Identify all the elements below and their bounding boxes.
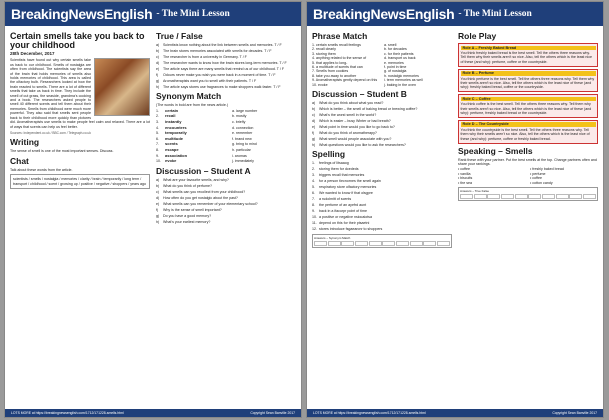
discussion-a-item-text: What's your earliest memory? <box>163 219 211 224</box>
true-false-item-text: The brain stores memories associated with smells for decades. T / F <box>163 49 272 53</box>
synonym-number: 1. <box>156 108 159 113</box>
synonym-number: 5. <box>156 131 159 136</box>
article-body: Scientists have found out why certain smells take us back to our childhood. Smells of nostalgia are often from childhood. The scientists say the area of the brain that holds memories of smells also holds memories of childhood. This area is called the olfactory bulb. Researchers looked at how the brain reacted to smells. There are a lot of different smells that take us back in time. They include the smell of cut grass, the seaside, grandma's cooking and a book. The researchers asked people to smell 40 different scents and tell them about their memories. Smells from childhood were much more powerful. They also said that smells sent people back to their childhood more quickly than pictures did. Aromatherapists use smells to make people feel calm and relaxed. There are a lot of ways that scents can help us feel better. <box>10 58 150 129</box>
role-card-text: You think coffee is the best smell. Tell the others three reasons why. Tell them why their smells aren't so nice. Also, tell the others which is the least nice of these (and why): perfume, freshly baked bread or the countryside. <box>460 102 592 115</box>
discussion-a-item-text: Why is the sense of smell important? <box>163 207 222 212</box>
spelling-item-number: 7. <box>312 197 315 202</box>
discussion-a-item-number: h) <box>156 219 160 224</box>
true-false-item <box>156 49 296 53</box>
discussion-a-item-text: Do you have a good memory? <box>163 213 212 218</box>
discussion-a-item-text: What smells can you recollect from your childhood? <box>163 189 246 194</box>
discussion-a-heading: Discussion – Student A <box>156 165 251 176</box>
article-sources: Sources: Independent.co.uk / BBC.com / Telegraph.co.uk <box>10 130 91 135</box>
true-false-item-number: a) <box>156 43 160 47</box>
phrase-match-right-item: j. baking in the oven <box>384 82 416 87</box>
role-card <box>458 94 598 118</box>
discussion-b-heading: Discussion – Student B <box>312 89 407 100</box>
discussion-a-list <box>156 178 296 224</box>
phrase-match-right-item: d. transport us back <box>384 56 416 61</box>
left-column <box>312 29 452 407</box>
worksheet-page-1 <box>4 1 302 418</box>
phrase-match-left-item: 1. certain smells recall feelings <box>312 43 361 47</box>
discussion-a-item-number: e) <box>156 201 160 206</box>
synonym-word: multitude <box>165 135 183 141</box>
synonym-word: certain <box>165 107 179 113</box>
true-false-item-text: The researcher wants to know how the brain stores long-term memories. T / F <box>163 61 287 65</box>
footer-copyright: Copyright Sean Banville 2017 <box>250 411 295 415</box>
answers-tf-box <box>458 187 598 201</box>
phrase-match-right-item: f. point in time <box>384 65 407 70</box>
spelling-item <box>312 209 452 213</box>
phrase-match-right-item: i. term memories as well <box>384 78 423 83</box>
synonym-word: evoke <box>165 158 177 164</box>
spelling-item <box>312 179 452 183</box>
page-banner <box>307 2 603 26</box>
discussion-a-item-text: What smells can you remember of your elementary school? <box>163 201 258 206</box>
spelling-item <box>312 191 452 195</box>
spelling-item <box>312 221 452 225</box>
true-false-item <box>156 73 296 77</box>
synonym-match: i. aromas <box>232 153 247 158</box>
discussion-b-item-number: e) <box>312 125 316 130</box>
spelling-item-text: We wanted to know if that olsgpre <box>319 191 373 196</box>
answers-grid <box>314 241 450 246</box>
true-false-item <box>156 85 296 89</box>
spelling-item-text: back in a ifacurpr point of time <box>319 209 367 214</box>
synonym-word: temporarily <box>165 130 187 136</box>
synonym-number: 2. <box>156 114 159 119</box>
spelling-item-number: 12. <box>312 227 317 232</box>
synonym-match: a. large number <box>232 108 258 113</box>
worksheet-page-2 <box>306 1 604 418</box>
phrase-match-left-item: 10. evoke <box>312 82 328 87</box>
phrase-match-left-item: 8. take you away to another <box>312 73 357 78</box>
true-false-item-number: c) <box>156 55 159 59</box>
speaking-list-left <box>458 167 526 185</box>
right-column <box>458 29 598 407</box>
discussion-b-item <box>312 131 452 135</box>
discussion-a-item-number: g) <box>156 213 160 218</box>
spelling-item <box>312 203 452 207</box>
role-card-heading: Role B – Perfume <box>461 71 596 75</box>
true-false-item-text: The article says there are many smells that remind us of our childhood. T / F <box>163 67 285 71</box>
synonym-number: 7. <box>156 142 159 147</box>
synonym-heading: Synonym Match <box>156 91 222 102</box>
discussion-b-list <box>312 101 452 147</box>
discussion-b-item <box>312 137 452 141</box>
speaking-item: • coffee <box>530 176 542 181</box>
phrase-match-right-item: c. for their patients <box>384 51 414 56</box>
discussion-b-item-text: What's the worst smell in the world? <box>319 113 377 118</box>
discussion-b-item-text: What do you think about what you read? <box>319 101 384 106</box>
discussion-b-item-text: What do you think of aromatherapy? <box>319 131 377 136</box>
discussion-a-item-number: c) <box>156 189 159 194</box>
true-false-item-text: Odours never make you wish you were back in a moment of time. T / F <box>163 73 276 77</box>
chat-text: Talk about these words from the article. <box>10 167 73 172</box>
synonym-match: j. immediately <box>232 159 254 164</box>
spelling-item-text: feelings of litsaaog <box>319 161 349 166</box>
true-false-item-number: g) <box>156 79 160 83</box>
speaking-text: Rank these with your partner. Put the best smells at the top. Change partners often and share your rankings. <box>458 157 597 166</box>
answers-grid <box>460 194 596 199</box>
banner-subtitle: - The Mini Lesson <box>458 9 532 19</box>
writing-text: The sense of smell is one of the most important senses. Discuss. <box>10 149 114 154</box>
discussion-b-item-number: d) <box>312 119 316 124</box>
speaking-item: • cotton candy <box>530 180 553 185</box>
role-card-text: You think freshly baked bread is the best smell. Tell the others three reasons why. Tell them why their smells aren't so nice. Also, tell the others which is the least nice of these (and why): perfume, coffee or the countryside. <box>460 50 593 64</box>
answers-tf-title: Answers – True False <box>460 188 490 193</box>
spelling-item-number: 3. <box>312 173 315 178</box>
spelling-item-number: 5. <box>312 185 315 190</box>
role-card-heading: Role A – Freshly Baked Bread <box>461 46 596 50</box>
spelling-item-number: 10. <box>312 215 317 220</box>
discussion-a-item-number: b) <box>156 183 160 188</box>
phrase-match-left <box>312 43 380 87</box>
true-false-item-number: e) <box>156 67 160 71</box>
role-card <box>458 69 598 93</box>
true-false-item-number: d) <box>156 61 160 65</box>
synonym-word: scents <box>165 141 178 147</box>
synonym-number: 9. <box>156 153 159 158</box>
discussion-a-item <box>156 208 296 212</box>
discussion-a-item-text: What are your favourite smells, and why? <box>163 177 229 182</box>
spelling-item <box>312 197 452 201</box>
discussion-a-item-number: a) <box>156 177 160 182</box>
phrase-match-left-item: 5. that applies to long- <box>312 60 348 65</box>
synonym-match: h. particular <box>232 147 251 152</box>
phrase-match-right-item: a. smell <box>384 43 397 47</box>
spelling-item-number: 4. <box>312 179 315 184</box>
discussion-a-item-number: d) <box>156 195 160 200</box>
true-false-item <box>156 61 296 65</box>
true-false-item-number: f) <box>156 73 159 77</box>
synonym-note: (The words in bold are from the news article.) <box>156 103 229 108</box>
speaking-item: • vanilla <box>458 171 471 176</box>
speaking-item: • freshly baked bread <box>530 167 564 172</box>
role-card-heading: Role D – The Countryside <box>461 122 596 126</box>
phrase-match-right-item: e. memories <box>384 60 404 65</box>
speaking-item: • biscuits <box>458 176 473 181</box>
phrase-match-right <box>384 43 452 87</box>
discussion-a-item-number: f) <box>156 207 159 212</box>
spelling-item <box>312 161 452 165</box>
synonym-word: recall <box>165 113 176 119</box>
synonym-number: 3. <box>156 120 159 124</box>
spelling-heading: Spelling <box>312 149 346 160</box>
discussion-b-item-number: c) <box>312 113 315 118</box>
answers-synonym-box <box>312 234 452 248</box>
role-card-text: You think the countryside is the best smell. Tell the others three reasons why. Tell them why their smells aren't so nice. Also, tell the others which is the least nice of these (and why): perfume, coffee or freshly baked bread. <box>460 127 590 141</box>
brand-logo: BreakingNewsEnglish <box>11 6 153 22</box>
discussion-b-item-text: What point in time would you like to go back to? <box>319 125 395 130</box>
spelling-item <box>312 167 452 171</box>
true-false-item-text: The researcher is from a university in Germany. T / F <box>163 55 247 59</box>
discussion-b-item-number: g) <box>312 137 316 142</box>
spelling-item-number: 9. <box>312 209 315 214</box>
phrase-match-left-item: 6. a multitude of scents that can <box>312 65 363 70</box>
spelling-list <box>312 161 452 231</box>
discussion-b-item-text: What questions would you like to ask the researchers? <box>319 143 406 148</box>
right-column <box>156 29 296 407</box>
banner-subtitle: - The Mini Lesson <box>156 9 230 19</box>
discussion-a-item <box>156 190 296 194</box>
synonym-word: escape <box>165 146 179 152</box>
spelling-item-number: 8. <box>312 203 315 208</box>
synonym-number: 6. <box>156 136 159 141</box>
speaking-heading: Speaking – Smells <box>458 145 533 156</box>
true-false-item-text: The article says stores use fragrances to make shoppers walk faster. T / F <box>163 85 281 89</box>
true-false-item <box>156 67 296 71</box>
phrase-match-right-item: h. nostalgic memories <box>384 73 419 78</box>
phrase-match-left-item: 3. storing them <box>312 51 336 56</box>
spelling-item <box>312 185 452 189</box>
synonym-word: instantly <box>165 119 182 124</box>
discussion-b-item <box>312 119 452 123</box>
synonym-match: d. connection <box>232 125 254 130</box>
role-play-cards <box>458 43 598 144</box>
spelling-item-text: respiratory store olfactory memories <box>319 185 377 190</box>
discussion-b-item-text: Which is easier – busy Winter or bad breath? <box>319 119 391 124</box>
spelling-item <box>312 215 452 219</box>
discussion-a-item <box>156 202 296 206</box>
synonym-number: 8. <box>156 147 159 152</box>
discussion-b-item <box>312 107 452 111</box>
role-card <box>458 43 598 67</box>
writing-heading: Writing <box>10 137 40 148</box>
brand-logo: BreakingNewsEnglish <box>313 6 455 22</box>
discussion-a-item <box>156 214 296 218</box>
spelling-item-text: stores introduce fsgaearcnr to shoppers <box>319 227 383 232</box>
discussion-b-item <box>312 101 452 105</box>
synonym-match: g. bring to mind <box>232 142 257 147</box>
spelling-item <box>312 173 452 177</box>
page-banner <box>5 2 301 26</box>
footer-copyright: Copyright Sean Banville 2017 <box>552 411 597 415</box>
discussion-b-item-number: b) <box>312 107 316 112</box>
phrase-match-left-item: 4. anything related to the sense of <box>312 56 367 61</box>
article-title: Certain smells take you back to your childhood <box>10 31 145 50</box>
spelling-item-number: 11. <box>312 221 317 226</box>
spelling-item-text: a rudolmitt of scents <box>319 197 352 202</box>
true-false-heading: True / False <box>156 31 203 41</box>
phrase-match-right-item: g. of nostalgia <box>384 69 407 74</box>
phrase-match-left-item: 7. Smells from cookies <box>312 69 349 74</box>
synonym-match: e. remember <box>232 131 253 136</box>
role-card <box>458 120 598 144</box>
left-column <box>10 29 150 407</box>
role-play-heading: Role Play <box>458 31 497 41</box>
phrase-match-heading: Phrase Match <box>312 31 368 41</box>
chat-words-box: scientists / smells / nostalgia / memories / clarity / brain / temporarily / long term / transport / childhood / scent / growing up / positive / negative / shoppers / years ago <box>10 174 150 189</box>
speaking-list-right <box>530 167 598 185</box>
article-date: 28th December, 2017 <box>10 51 55 56</box>
discussion-a-item <box>156 178 296 182</box>
true-false-item <box>156 43 296 47</box>
discussion-b-item <box>312 113 452 117</box>
spelling-item-text: triggers recall that memories <box>319 173 365 178</box>
footer-link[interactable]: LOTS MORE at https://breakingnewsenglish.com/1712/171228-smells.html <box>11 411 124 415</box>
discussion-b-item-number: a) <box>312 101 316 106</box>
true-false-item <box>156 55 296 59</box>
spelling-item-number: 6. <box>312 191 315 196</box>
page-footer <box>5 409 301 417</box>
footer-link[interactable]: LOTS MORE at https://breakingnewsenglish.com/1712/171228-smells.html <box>313 411 426 415</box>
discussion-a-item <box>156 196 296 200</box>
article-photo <box>94 58 150 116</box>
speaking-item: • the sea <box>458 180 473 185</box>
true-false-item-number: h) <box>156 85 160 89</box>
spelling-item-number: 1. <box>312 161 315 166</box>
phrase-match-left-item: 2. recall clearly <box>312 47 336 52</box>
page-footer <box>307 409 603 417</box>
synonym-number: 10. <box>156 159 161 164</box>
role-card-text: You think perfume is the best smell. Tell the others three reasons why. Tell them why their smells aren't so nice. Also, tell the others which is the least nice of these (and why): freshly baked bread, coffee or the countryside. <box>460 76 595 90</box>
true-false-item-text: Scientists know nothing about the link between smells and memories. T / F <box>163 43 282 47</box>
true-false-item-number: b) <box>156 49 160 53</box>
speaking-item: • coffee <box>458 167 470 172</box>
true-false-item <box>156 79 296 83</box>
spelling-item-text: the perfume of an ayefrd aunt <box>319 203 367 208</box>
speaking-item: • perfume <box>530 171 546 176</box>
discussion-a-item-text: How often do you get nostalgic about the past? <box>163 195 238 200</box>
discussion-a-item-text: What do you think of perfume? <box>163 183 212 188</box>
discussion-b-item-text: What smell would people associate with you? <box>319 137 392 142</box>
role-card-heading: Role C – Coffee <box>461 97 596 101</box>
phrase-match-table <box>312 43 452 87</box>
discussion-a-item <box>156 184 296 188</box>
spelling-item-text: for a person tiecnornes the smell again <box>319 179 381 184</box>
true-false-list <box>156 43 296 89</box>
discussion-a-item <box>156 220 296 224</box>
phrase-match-left-item: 9. Aromatherapists gently depend on this <box>312 78 378 83</box>
synonym-match: b. mostly <box>232 114 247 119</box>
synonym-table <box>156 109 296 164</box>
answers-synonym-title: Answers – Synonym Match <box>314 235 351 240</box>
synonym-word: encounters <box>165 124 187 130</box>
spelling-item-text: a positive or negative nsiocaiotsa <box>319 215 372 220</box>
true-false-item-text: Aromatherapists want you to smell with their patients. T / F <box>163 79 257 83</box>
discussion-b-item-number: h) <box>312 143 316 148</box>
discussion-b-item-text: Which is better – the smell of baking bread or brewing coffee? <box>319 107 418 112</box>
speaking-list <box>458 167 598 185</box>
spelling-item-text: storing them for dcededs <box>319 167 359 172</box>
spelling-item-number: 2. <box>312 167 315 172</box>
discussion-b-item <box>312 143 452 147</box>
synonym-number: 4. <box>156 125 159 130</box>
phrase-match-right-item: b. for decades <box>384 47 407 52</box>
spelling-item-text: depend on this for their ptsaetni <box>319 221 370 226</box>
spelling-item <box>312 227 452 231</box>
discussion-b-item-number: f) <box>312 131 315 136</box>
discussion-b-item <box>312 125 452 129</box>
synonym-match: c. briefly <box>232 120 246 124</box>
synonym-word: association <box>165 152 188 158</box>
synonym-match: f. brand new <box>232 136 252 141</box>
chat-heading: Chat <box>10 155 29 166</box>
